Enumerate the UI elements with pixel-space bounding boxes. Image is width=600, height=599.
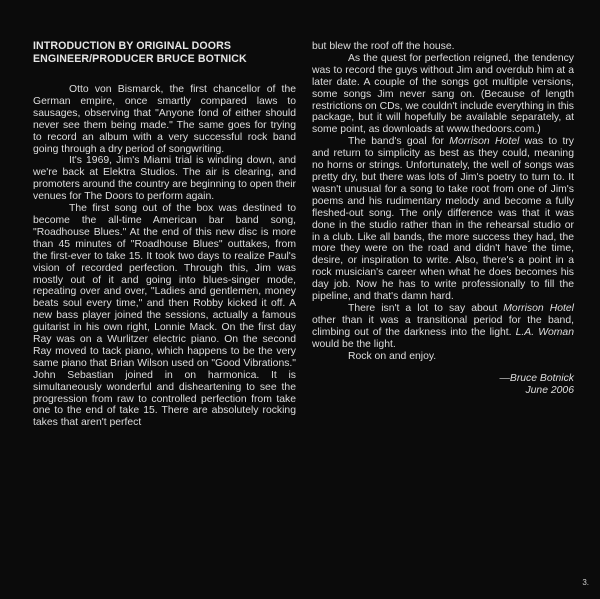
signature-block (312, 373, 574, 397)
paragraph: The band's goal for Morrison Hotel was to try and return to simplicity as best as they could, meaning no horns or strings. Unfortunately, the well of songs was pretty dry, but there was lots of Jim's poetry to turn to. It wasn't unusual for a song to take root from one of Jim's poems and his rudimentary melody and become a fully fleshed-out song. The only difference was that it was done in the studio rather than in the rehearsal studio or in a club. Like all bands, the more success they had, the more they were on the road and didn't have the time, desire, or inspiration to write. Also, there's a point in a rock musician's career when what he does becomes his day job. Now he has to write professionally to fill the pipeline, and that's damn hard. (312, 136, 574, 303)
signature: —Bruce Botnick (499, 373, 574, 385)
heading-line-2: ENGINEER/PRODUCER BRUCE BOTNICK (33, 52, 247, 65)
album-title: Morrison Hotel (503, 302, 574, 314)
album-title: Morrison Hotel (449, 136, 520, 148)
paragraph: It's 1969, Jim's Miami trial is winding down, and we're back at Elektra Studios. The air is clearing, and promoters around the country are beginning to open their venues for The Doors to perform again. (33, 155, 296, 203)
right-column (312, 41, 574, 397)
paragraph: Rock on and enjoy. (348, 350, 437, 362)
left-column (33, 40, 296, 429)
paragraph: As the quest for perfection reigned, the tendency was to record the guys without Jim and overdub him at a later date. A couple of the songs got multiple versions, some songs Jim never sang on. (Because of length restrictions on CDs, we couldn't include everything in this package, but it will hopefully be available separately, at some point, as downloads at www.thedoors.com.) (312, 52, 574, 136)
paragraph-continuation: but blew the roof off the house. (312, 41, 455, 52)
signature-date: June 2006 (525, 385, 574, 397)
heading-line-1: INTRODUCTION BY ORIGINAL DOORS (33, 40, 232, 52)
album-title: L.A. Woman (515, 326, 574, 338)
section-heading (33, 40, 296, 65)
paragraph: The first song out of the box was destined to become the all-time American bar band song, "Roadhouse Blues." At the end of this new disc is more than 45 minutes of "Roadhouse Blues" outtakes, from the first-ever to take 15. It took two days to realize Paul's vision of recorded perfection. Through this, Jim was mostly out of it and going into blues-singer mode, repeating over and over, "Ladies and gentlemen, money beats soul every time," and then Robby kicked it off. A new bass player joined the sessions, actually a famous guitarist in his own right, Lonnie Mack. On the first day Ray was on a Wurlitzer electric piano. On the second Ray moved to tack piano, which happens to be the very same piano that Brian Wilson used on "Good Vibrations." John Sebastian joined in on harmonica. It is simultaneously wonderful and disheartening to see the progression from raw to controlled perfection from take one to the end of take 15. There are absolutely rocking takes that aren't perfect (33, 203, 296, 429)
paragraph: There isn't a lot to say about Morrison Hotel other than it was a transitional period for the band, climbing out of the darkness into the light. L.A. Woman would be the light. (312, 302, 574, 350)
page-number: 3. (582, 578, 589, 587)
paragraph: Otto von Bismarck, the first chancellor of the German empire, once smartly compared laws to sausages, observing that "Anyone fond of either should never see them being made." The same goes for trying to record an album with a very successful rock band going through a dry period of songwriting. (33, 84, 296, 155)
